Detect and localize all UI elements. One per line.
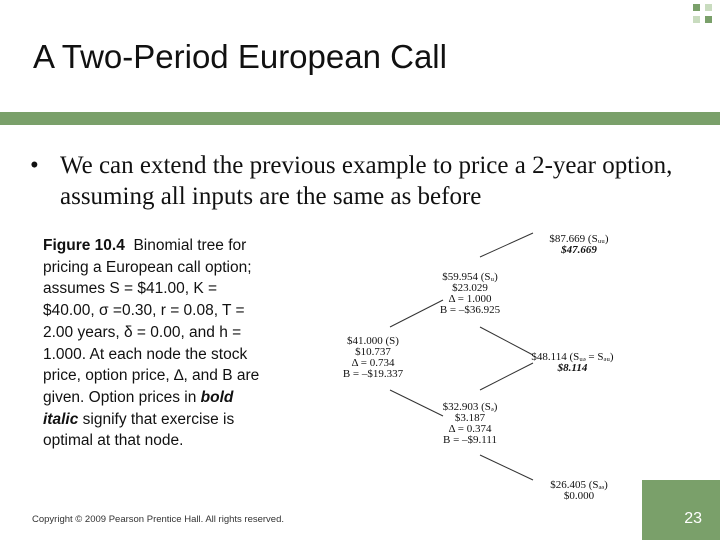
tree-node-down: [430, 402, 510, 446]
node-dd-stock: $26.405 (Sₔₔ): [550, 479, 608, 491]
tree-node-up: [430, 272, 510, 316]
figure-caption: [43, 235, 261, 452]
node-root-option: $10.737: [355, 346, 391, 358]
corner-decoration-4: [705, 16, 712, 23]
node-up-delta: Δ = 1.000: [448, 293, 492, 305]
node-down-stock: $32.903 (Sₔ): [442, 401, 498, 413]
corner-decoration-3: [693, 16, 700, 23]
node-down-delta: Δ = 0.374: [448, 423, 492, 435]
node-uu-stock: $87.669 (Sᵤᵤ): [549, 233, 609, 245]
corner-decoration-1: [693, 4, 700, 11]
figure-label: Figure 10.4: [43, 237, 125, 254]
page-number-box: [642, 480, 720, 540]
tree-node-root: [328, 336, 418, 380]
branch-up-ud: [480, 327, 533, 355]
tree-node-dd: [538, 480, 620, 502]
caption-text-2: signify that exercise is optimal at that node.: [43, 410, 235, 450]
binomial-tree: [320, 225, 620, 505]
node-down-b: B = –$9.111: [443, 434, 497, 446]
page-number: 23: [684, 510, 702, 527]
node-root-b: B = –$19.337: [342, 368, 404, 380]
node-down-option: $3.187: [454, 412, 486, 424]
bullet-symbol: •: [30, 152, 39, 179]
title-divider-band: [0, 112, 720, 125]
node-root-stock: $41.000 (S): [347, 335, 399, 347]
node-uu-option: $47.669: [561, 244, 597, 256]
tree-node-uu: [538, 234, 620, 256]
branch-up-uu: [480, 233, 533, 257]
node-up-stock: $59.954 (Sᵤ): [442, 271, 498, 283]
node-dd-option: $0.000: [563, 490, 595, 502]
caption-emphasis: bold italic: [43, 388, 234, 428]
node-up-option: $23.029: [452, 282, 488, 294]
tree-node-ud: [525, 352, 620, 374]
bullet-text: We can extend the previous example to price a 2-year option, assuming all inputs are the same as before: [60, 152, 673, 210]
copyright-notice: Copyright © 2009 Pearson Prentice Hall. All rights reserved.: [32, 514, 285, 525]
corner-decoration-2: [705, 4, 712, 11]
node-root-delta: Δ = 0.734: [351, 357, 395, 369]
branch-down-dd: [480, 455, 533, 480]
slide-title: A Two-Period European Call: [33, 38, 447, 75]
caption-text-1: Binomial tree for pricing a European call option; assumes S = $41.00, K = $40.00, σ =0.30, r = 0.08, T = 2.00 years, δ = 0.00, and h = 1.000. At each node the stock price, option price, ∆, and B are given. Option prices in: [43, 237, 260, 406]
node-ud-option: $8.114: [557, 362, 588, 374]
node-ud-stock: $48.114 (Sᵤₔ = Sₔᵤ): [531, 351, 614, 363]
node-up-b: B = –$36.925: [439, 304, 501, 316]
